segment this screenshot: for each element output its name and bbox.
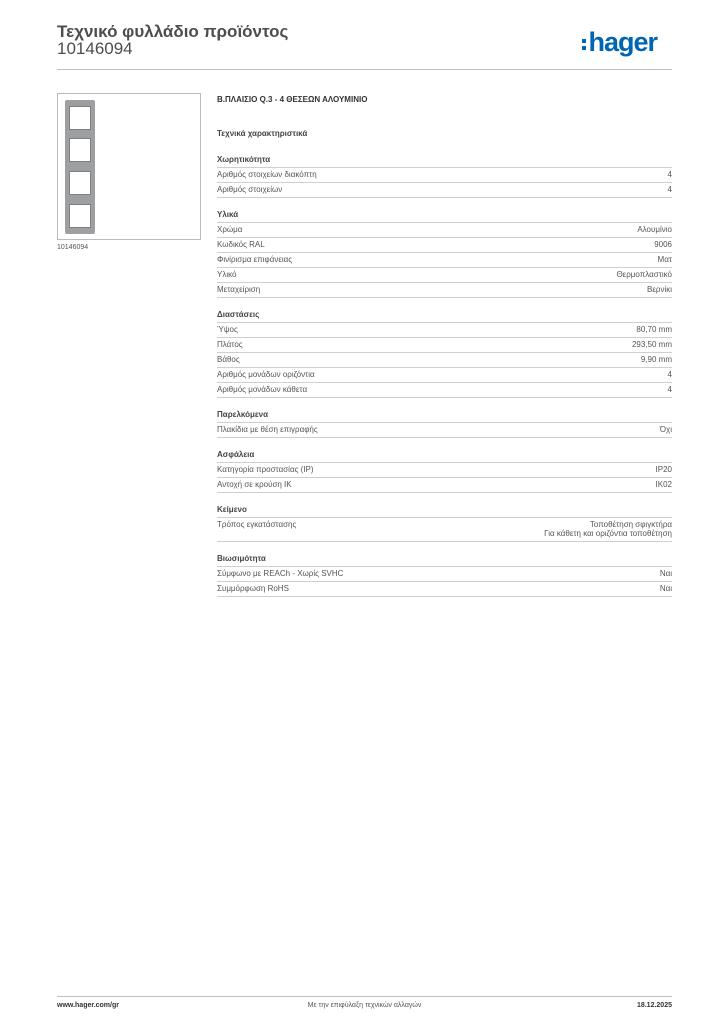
hager-logo: [582, 29, 657, 56]
spec-group-title: Υλικά: [217, 210, 672, 223]
spec-label: Μεταχείριση: [217, 285, 261, 294]
spec-row: [217, 383, 672, 398]
page-header: [57, 20, 672, 70]
spec-value-line: 4: [667, 385, 672, 394]
page-footer: [57, 996, 672, 1017]
spec-group-title: Παρελκόμενα: [217, 410, 672, 423]
spec-label: Αριθμός στοιχείων διακόπτη: [217, 170, 317, 179]
spec-value: [660, 584, 672, 593]
spec-value-line: Βερνίκι: [646, 285, 672, 294]
spec-label: Πλακίδια με θέση επιγραφής: [217, 425, 318, 434]
spec-value-line: Θερμοπλαστικό: [616, 270, 672, 279]
frame-slot: [69, 204, 91, 228]
spec-value-line: Για κάθετη και οριζόντια τοποθέτηση: [544, 529, 672, 538]
document-title: Τεχνικό φυλλάδιο προϊόντος: [57, 22, 289, 41]
spec-row: [217, 253, 672, 268]
logo-dots-icon: [582, 39, 586, 50]
spec-value: [660, 569, 672, 578]
spec-value-line: 4: [667, 370, 672, 379]
spec-group-title: Διαστάσεις: [217, 310, 672, 323]
spec-value-line: Ναι: [659, 569, 672, 578]
spec-row: [217, 183, 672, 198]
spec-value: [656, 465, 672, 474]
spec-group-title: Κείμενο: [217, 505, 672, 518]
spec-label: Ύψος: [217, 325, 238, 334]
footer-website: www.hager.com/gr: [57, 1002, 119, 1009]
spec-value: [660, 425, 672, 434]
spec-value-line: 4: [667, 185, 672, 194]
section-heading: Τεχνικά χαρακτηριστικά: [217, 129, 308, 138]
frame-slot: [69, 138, 91, 162]
spec-row: [217, 238, 672, 253]
spec-value-line: 80,70 mm: [636, 325, 672, 334]
spec-row: [217, 268, 672, 283]
spec-group-title: Ασφάλεια: [217, 450, 672, 463]
spec-value: [641, 355, 672, 364]
spec-value: [654, 240, 672, 249]
spec-value: [647, 285, 672, 294]
logo-text: hager: [588, 27, 657, 57]
spec-value-line: Τοποθέτηση σφιγκτήρα: [589, 520, 672, 529]
spec-row: [217, 582, 672, 597]
spec-value: [656, 480, 672, 489]
spec-row: [217, 567, 672, 582]
spec-label: Πλάτος: [217, 340, 243, 349]
spec-label: Κατηγορία προστασίας (IP): [217, 465, 314, 474]
document-code: 10146094: [57, 39, 133, 58]
spec-value-line: IP20: [655, 465, 672, 474]
spec-group: [217, 554, 672, 597]
spec-row: [217, 353, 672, 368]
spec-label: Υλικό: [217, 270, 237, 279]
spec-value-line: Όχι: [659, 425, 672, 434]
spec-value-line: IK02: [655, 480, 672, 489]
spec-row: [217, 283, 672, 298]
spec-row: [217, 423, 672, 438]
spec-value: [658, 255, 672, 264]
spec-group: [217, 410, 672, 438]
switch-frame-icon: [65, 100, 95, 234]
spec-value: [668, 385, 672, 394]
spec-value: [544, 520, 672, 538]
spec-label: Αριθμός μονάδων κάθετα: [217, 385, 308, 394]
spec-group: [217, 210, 672, 298]
spec-row: [217, 518, 672, 542]
spec-label: Φινίρισμα επιφάνειας: [217, 255, 293, 264]
spec-value: [637, 225, 672, 234]
spec-label: Αντοχή σε κρούση IK: [217, 480, 292, 489]
spec-row: [217, 463, 672, 478]
spec-label: Συμμόρφωση RoHS: [217, 584, 289, 593]
spec-label: Χρώμα: [217, 225, 243, 234]
spec-label: Βάθος: [217, 355, 240, 364]
image-caption: 10146094: [57, 244, 89, 251]
spec-label: Σύμφωνο με REACh - Χωρίς SVHC: [217, 569, 344, 578]
spec-label: Τρόπος εγκατάστασης: [217, 520, 297, 529]
footer-date: 18.12.2025: [636, 1002, 672, 1009]
spec-label: Κωδικός RAL: [217, 240, 265, 249]
spec-content: [217, 95, 672, 597]
spec-value-line: 9,90 mm: [640, 355, 672, 364]
spec-value: [632, 340, 672, 349]
spec-row: [217, 323, 672, 338]
spec-label: Αριθμός μονάδων οριζόντια: [217, 370, 315, 379]
spec-value-line: 4: [667, 170, 672, 179]
product-image: [57, 93, 201, 240]
frame-slot: [69, 171, 91, 195]
footer-notice: Με την επιφύλαξη τεχνικών αλλαγών: [307, 1002, 422, 1009]
spec-row: [217, 478, 672, 493]
spec-group: [217, 310, 672, 398]
spec-group-title: Βιωσιμότητα: [217, 554, 672, 567]
spec-group-title: Χωρητικότητα: [217, 155, 672, 168]
spec-value-line: 9006: [654, 240, 672, 249]
spec-value: [636, 325, 672, 334]
frame-slot: [69, 106, 91, 130]
spec-group: [217, 155, 672, 198]
spec-row: [217, 338, 672, 353]
spec-value-line: Ματ: [657, 255, 672, 264]
spec-label: Αριθμός στοιχείων: [217, 185, 283, 194]
spec-value-line: Ναι: [659, 584, 672, 593]
spec-row: [217, 168, 672, 183]
spec-value: [616, 270, 672, 279]
spec-group: [217, 505, 672, 542]
spec-value-line: 293,50 mm: [631, 340, 672, 349]
product-name: Β.ΠΛΑΙΣΙΟ Q.3 - 4 ΘΕΣΕΩΝ ΑΛΟΥΜΙΝΙΟ: [217, 95, 368, 104]
spec-row: [217, 223, 672, 238]
spec-groups: [217, 155, 672, 597]
spec-row: [217, 368, 672, 383]
spec-value: [668, 370, 672, 379]
spec-value-line: Αλουμίνιο: [637, 225, 672, 234]
spec-group: [217, 450, 672, 493]
spec-value: [668, 185, 672, 194]
spec-value: [668, 170, 672, 179]
